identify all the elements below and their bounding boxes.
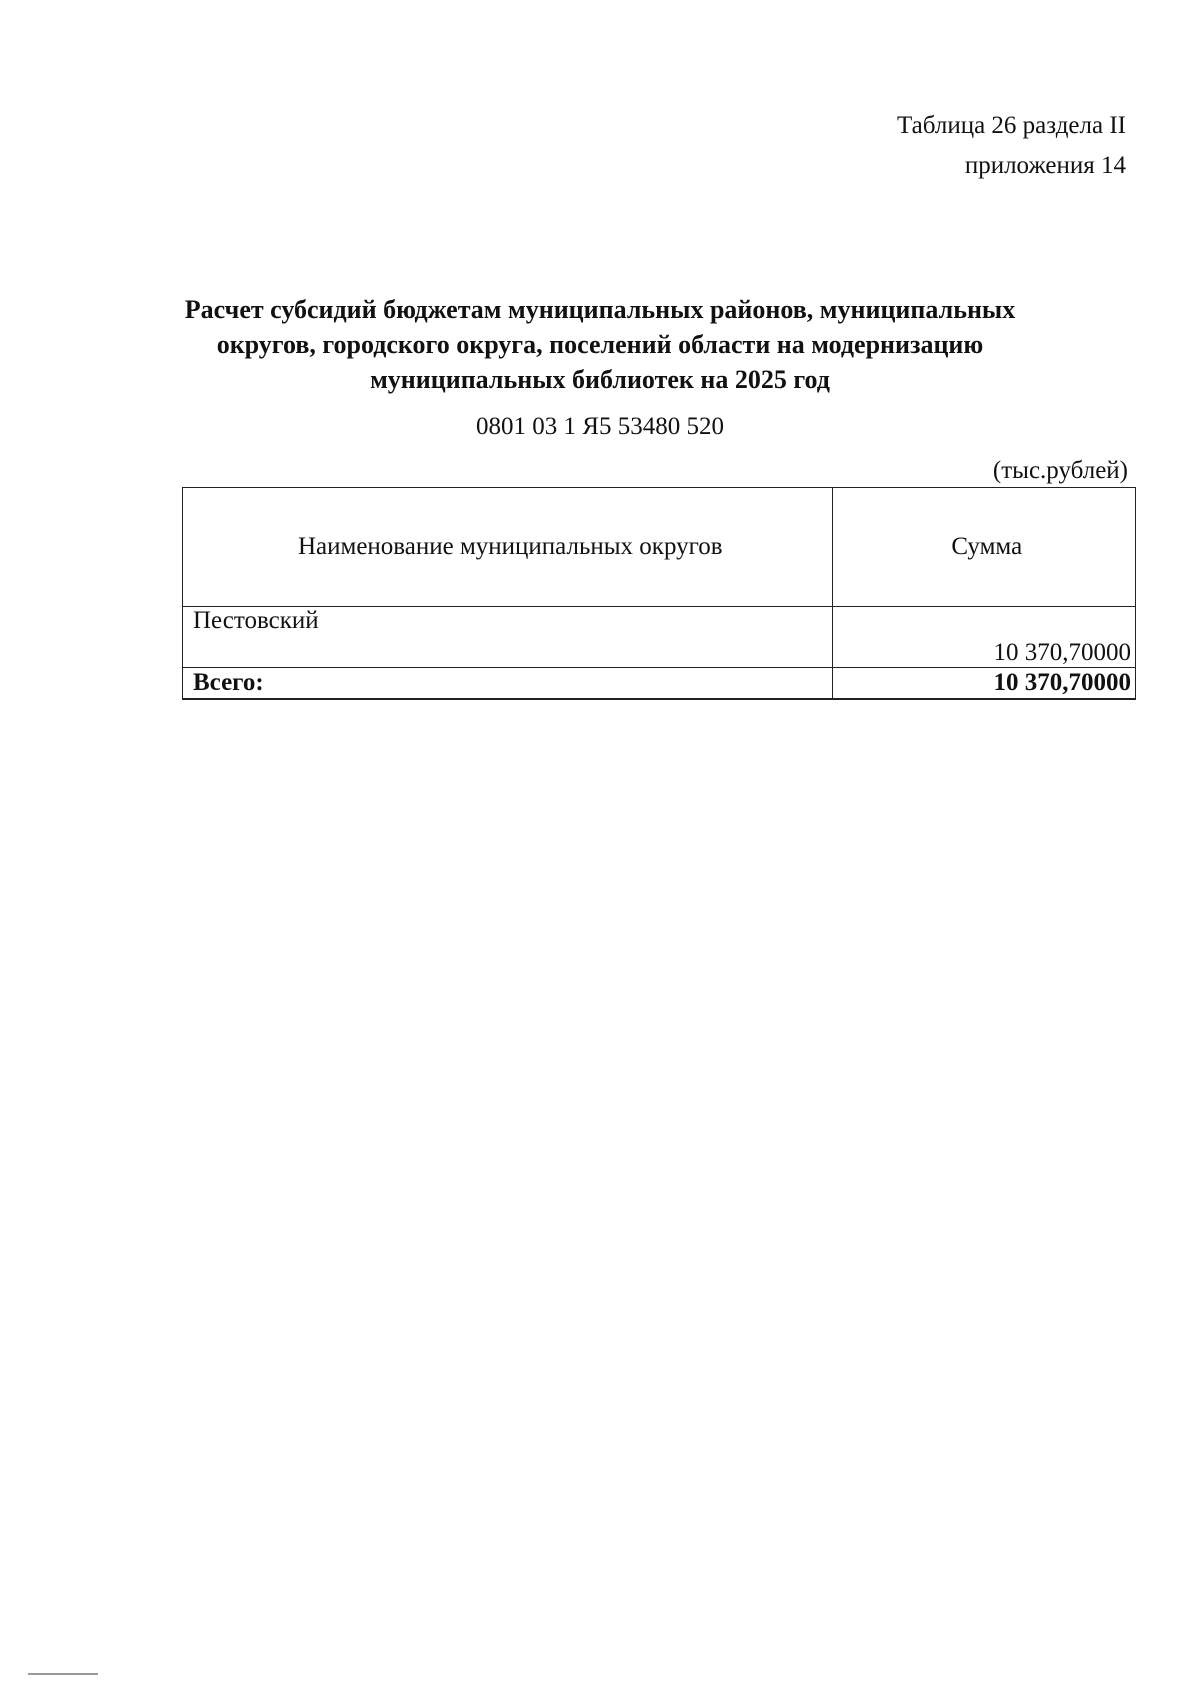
table-header-row bbox=[183, 488, 1136, 607]
table-reference-line-2: приложения 14 bbox=[964, 152, 1126, 179]
title-line-3: муниципальных библиотек на 2025 год bbox=[370, 365, 830, 394]
column-header-sum: Сумма bbox=[832, 488, 1135, 607]
total-sum: 10 370,70000 bbox=[832, 668, 1135, 700]
budget-code: 0801 03 1 Я5 53480 520 bbox=[476, 413, 724, 440]
table-reference-line-1: Таблица 26 раздела II bbox=[897, 112, 1126, 139]
title-line-2: округов, городского округа, поселений области на модернизацию bbox=[216, 330, 984, 359]
title-line-1: Расчет субсидий бюджетам муниципальных районов, муниципальных bbox=[184, 295, 1016, 324]
total-row bbox=[183, 668, 1136, 700]
subsidy-table bbox=[182, 487, 1136, 700]
row-name-cell: Пестовский bbox=[183, 607, 833, 668]
table-reference bbox=[897, 106, 1126, 186]
row-sum-cell: 10 370,70000 bbox=[832, 607, 1135, 668]
column-header-name: Наименование муниципальных округов bbox=[183, 488, 833, 607]
table-row bbox=[183, 607, 1136, 668]
scan-artifact-line bbox=[28, 1673, 98, 1675]
units-label: (тыс.рублей) bbox=[992, 457, 1128, 484]
total-label: Всего: bbox=[183, 668, 833, 700]
document-title bbox=[150, 292, 1050, 397]
